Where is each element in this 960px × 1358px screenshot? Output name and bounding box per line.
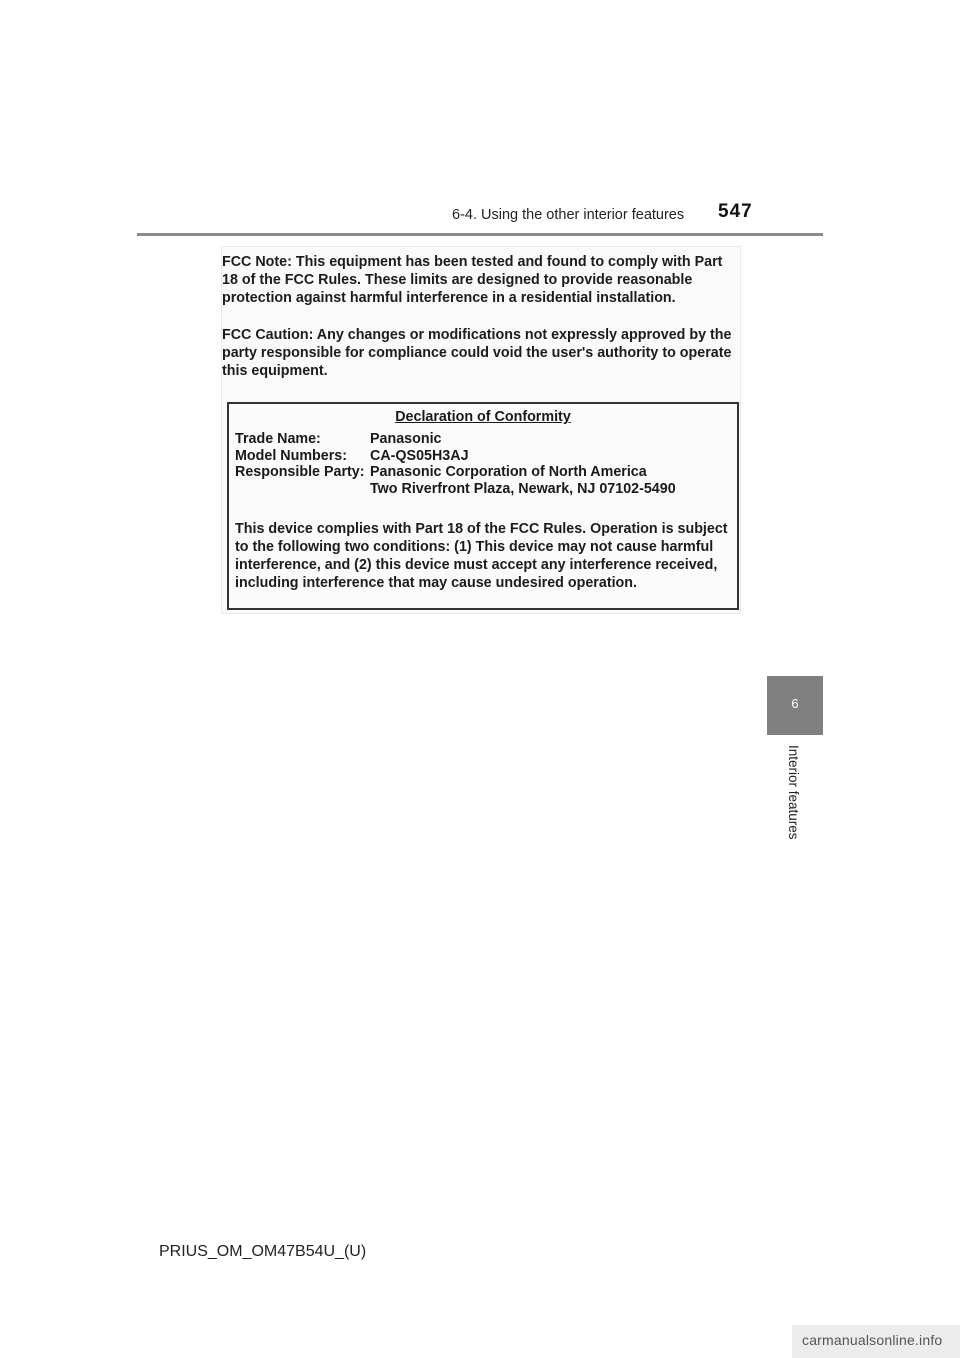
detail-value: Panasonic bbox=[370, 431, 442, 447]
detail-row bbox=[235, 448, 735, 465]
detail-label: Responsible Party: bbox=[235, 464, 365, 480]
chapter-title: Interior features bbox=[786, 745, 801, 840]
detail-value: Two Riverfront Plaza, Newark, NJ 07102-5490 bbox=[370, 480, 676, 497]
manual-code: PRIUS_OM_OM47B54U_(U) bbox=[159, 1243, 367, 1260]
chapter-tab[interactable] bbox=[767, 676, 823, 735]
page-number: 547 bbox=[718, 201, 753, 222]
detail-row bbox=[235, 464, 735, 481]
detail-value: CA-QS05H3AJ bbox=[370, 447, 469, 464]
detail-label bbox=[235, 481, 370, 498]
detail-label: Model Numbers: bbox=[235, 447, 348, 464]
watermark-text: carmanualsonline.info bbox=[802, 1332, 943, 1348]
header-divider bbox=[137, 233, 823, 236]
detail-value: Panasonic Corporation of North America bbox=[370, 464, 647, 480]
declaration-title: Declaration of Conformity bbox=[395, 409, 571, 425]
section-title: 6-4. Using the other interior features bbox=[452, 207, 685, 223]
declaration-title-row bbox=[229, 408, 737, 426]
detail-label: Trade Name: bbox=[235, 431, 321, 447]
fcc-note-text: FCC Note: This equipment has been tested and found to comply with Part 18 of the FCC Rules. These limits are designed to provide reasonable protection against harmful interference in a residential installation. bbox=[222, 254, 723, 306]
compliance-text: This device complies with Part 18 of the FCC Rules. Operation is subject to the following two conditions: (1) This device may not cause harmful interference, and (2) this device must accept any interference received, including interference that may cause undesired operation. bbox=[235, 521, 728, 591]
declaration-details bbox=[235, 431, 735, 497]
chapter-number: 6 bbox=[791, 696, 799, 711]
watermark bbox=[792, 1325, 960, 1358]
declaration-of-conformity-box bbox=[227, 402, 739, 610]
fcc-caution-text: FCC Caution: Any changes or modifications not expressly approved by the party responsible for compliance could void the user's authority to operate this equipment. bbox=[222, 327, 732, 379]
fcc-notice-image bbox=[221, 246, 741, 614]
detail-row bbox=[235, 431, 735, 448]
detail-row bbox=[235, 481, 735, 498]
